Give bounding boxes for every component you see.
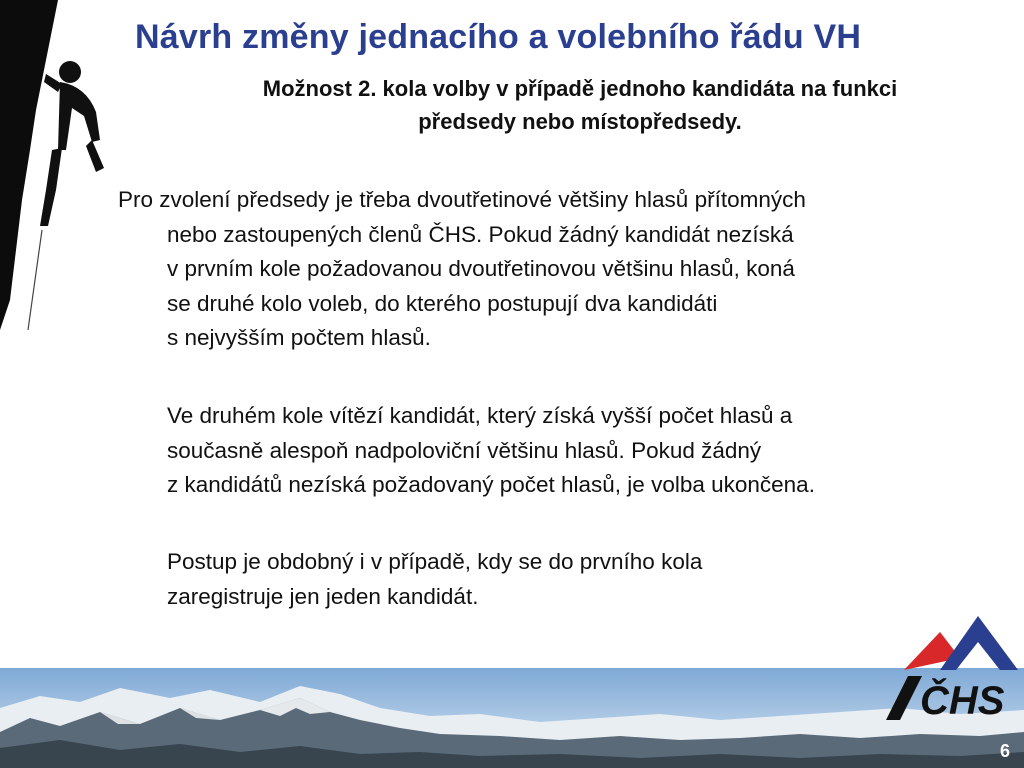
page-number: 6 (999, 741, 1010, 761)
paragraph-line: současně alespoň nadpoloviční většinu hlasů. Pokud žádný (167, 437, 762, 463)
paragraph-single-candidate (167, 545, 997, 614)
climber-silhouette-image (0, 0, 120, 330)
paragraph-line: zaregistruje jen jeden kandidát. (167, 583, 479, 609)
slide-title: Návrh změny jednacího a volebního řádu VH (135, 18, 862, 56)
paragraph-line: Ve druhém kole vítězí kandidát, který získá vyšší počet hlasů a (167, 403, 793, 428)
paragraph-second-round (167, 399, 997, 503)
paragraph-line: se druhé kolo voleb, do kterého postupují dva kandidáti (167, 290, 718, 316)
subtitle-line: Možnost 2. kola volby v případě jednoho kandidáta na funkci (262, 76, 898, 101)
paragraph-election-rule (118, 183, 1008, 356)
mountain-panorama-image (0, 668, 1024, 768)
subtitle-line: předsedy nebo místopředsedy. (418, 109, 742, 134)
chs-logo-text: ČHS (920, 679, 1005, 720)
slide-subtitle (160, 72, 1000, 138)
paragraph-line: s nejvyšším počtem hlasů. (167, 325, 431, 350)
chs-logo (878, 610, 1024, 720)
paragraph-line: v prvním kole požadovanou dvoutřetinovou většinu hlasů, koná (167, 256, 795, 281)
paragraph-line: Postup je obdobný i v případě, kdy se do prvního kola (167, 549, 703, 574)
paragraph-line: nebo zastoupených členů ČHS. Pokud žádný kandidát nezíská (167, 221, 794, 247)
paragraph-line: Pro zvolení předsedy je třeba dvoutřetinové většiny hlasů přítomných (118, 187, 806, 212)
paragraph-line: z kandidátů nezíská požadovaný počet hlasů, je volba ukončena. (167, 472, 815, 497)
